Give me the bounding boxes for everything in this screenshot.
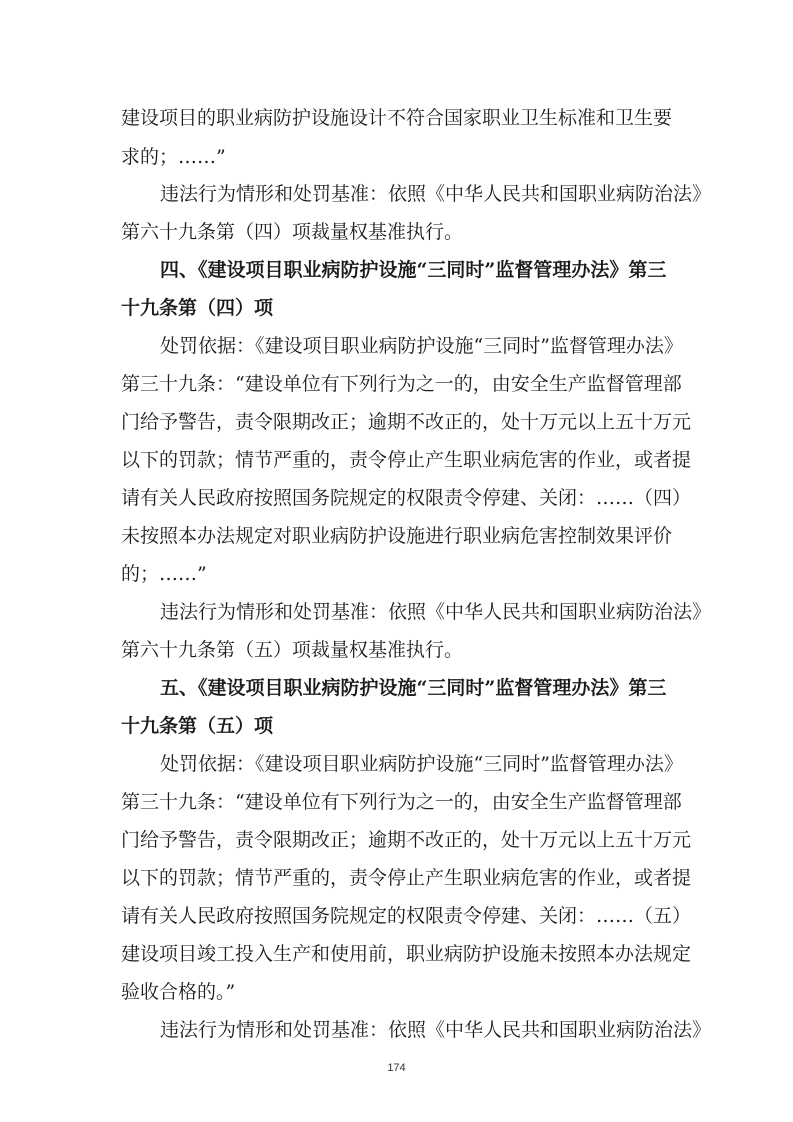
paragraph-first-line: 违法行为情形和处罚基准：依照《中华人民共和国职业病防治法》	[160, 183, 712, 205]
section-heading-5: 五、《建设项目职业病防护设施“三同时”监督管理办法》第三	[160, 677, 667, 699]
section-heading-5-continued: 十九条第（五）项	[121, 715, 274, 737]
paragraph-first-line: 处罚依据：《建设项目职业病防护设施“三同时”监督管理办法》	[160, 753, 683, 775]
body-text-line: 验收合格的。”	[121, 981, 236, 1003]
body-text-line: 第六十九条第（四）项裁量权基准执行。	[121, 221, 464, 243]
body-text-line: 以下的罚款；情节严重的，责令停止产生职业病危害的作业，或者提	[121, 449, 692, 471]
page-number: 174	[387, 1062, 406, 1074]
section-heading-4-continued: 十九条第（四）项	[121, 297, 274, 319]
body-text-line: 建设项目竣工投入生产和使用前，职业病防护设施未按照本办法规定	[121, 943, 692, 965]
paragraph-first-line: 处罚依据：《建设项目职业病防护设施“三同时”监督管理办法》	[160, 335, 683, 357]
body-text-line: 第三十九条：“建设单位有下列行为之一的，由安全生产监督管理部	[121, 373, 682, 395]
body-text-line: 第三十九条：“建设单位有下列行为之一的，由安全生产监督管理部	[121, 791, 682, 813]
body-text-line: 第六十九条第（五）项裁量权基准执行。	[121, 639, 464, 661]
body-text-line: 门给予警告，责令限期改正；逾期不改正的，处十万元以上五十万元	[121, 829, 692, 851]
body-text-line: 门给予警告，责令限期改正；逾期不改正的，处十万元以上五十万元	[121, 411, 692, 433]
body-text-line: 未按照本办法规定对职业病防护设施进行职业病危害控制效果评价	[121, 525, 673, 547]
body-text-line: 以下的罚款；情节严重的，责令停止产生职业病危害的作业，或者提	[121, 867, 692, 889]
paragraph-first-line: 违法行为情形和处罚基准：依照《中华人民共和国职业病防治法》	[160, 601, 712, 623]
body-text-line: 的；……”	[121, 563, 207, 585]
body-text-line: 请有关人民政府按照国务院规定的权限责令停建、关闭：……（五）	[121, 905, 692, 927]
body-text-line: 求的；……”	[121, 146, 226, 168]
body-text-line: 建设项目的职业病防护设施设计不符合国家职业卫生标准和卫生要	[121, 107, 673, 129]
body-text-line: 请有关人民政府按照国务院规定的权限责令停建、关闭：……（四）	[121, 487, 692, 509]
section-heading-4: 四、《建设项目职业病防护设施“三同时”监督管理办法》第三	[160, 259, 667, 281]
paragraph-first-line: 违法行为情形和处罚基准：依照《中华人民共和国职业病防治法》	[160, 1019, 712, 1041]
